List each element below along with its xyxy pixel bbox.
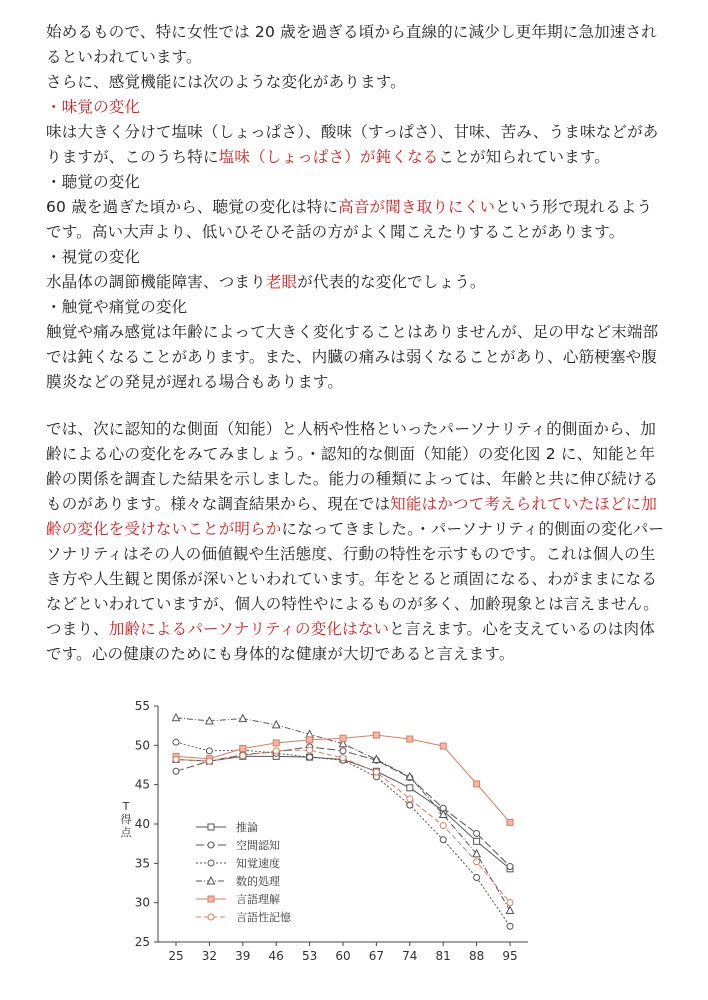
data-point [206,748,212,754]
data-point [273,721,280,728]
data-point [173,739,179,745]
data-point [307,737,313,743]
taste-paragraph [46,120,666,170]
data-point [273,740,279,746]
x-tick-label: 25 [168,949,184,963]
vision-highlight: 老眼 [265,273,298,291]
legend-item [196,838,280,852]
series-1 [173,753,513,871]
data-point [507,900,513,906]
x-tick-label: 67 [368,949,385,963]
data-point [507,819,513,825]
data-point [474,781,480,787]
intro-paragraph: 始めるもので、特に女性では 20 歳を過ぎる頃から直線的に減少し更年期に急加速されるといわれています。 [46,23,657,66]
legend-label: 空間認知 [236,839,280,852]
legend-marker [208,824,214,830]
data-point [240,745,246,751]
taste-text: 味は大きく分けて塩味（しょっぱさ）、酸味（すっぱさ）、甘味、苦み、うま味などがありますが、このうち特に [46,123,659,166]
data-point [340,755,346,761]
chart-series [172,714,513,929]
legend-item [196,874,280,888]
taste-highlight: 塩味（しょっぱさ）が鈍くなる [218,148,439,166]
chart-legend [196,820,292,924]
vision-text-end: が代表的な変化でしょう。 [297,273,486,291]
y-tick-label: 35 [134,856,150,871]
data-point [474,859,480,865]
data-point [340,748,346,754]
y-axis-label-char: T [122,800,130,813]
data-point [239,715,246,722]
data-point [407,796,413,802]
data-point [440,823,446,829]
line-chart [118,694,538,966]
data-point [340,735,346,741]
y-axis-label [121,800,133,839]
data-point [474,874,480,880]
series-6 [173,747,513,906]
hearing-highlight: 高音が聞き取りにくい [338,198,496,216]
y-tick-label: 50 [134,738,150,753]
data-point [373,769,379,775]
data-point [240,753,246,759]
data-point [507,923,513,929]
x-tick-label: 46 [268,949,284,963]
vision-text: 水晶体の調節機能障害、つまり [46,273,266,291]
x-tick-label: 95 [502,949,518,963]
y-axis-label-char: 点 [120,826,132,839]
y-tick-label: 45 [134,777,150,792]
series-line [176,756,510,868]
legend-item [196,910,292,924]
data-point [407,802,413,808]
taste-heading: ・味覚の変化 [46,98,141,116]
data-point [407,736,413,742]
mind-highlight-2: 加齢によるパーソナリティの変化はない [108,620,390,638]
hearing-text: 60 歳を過ぎた頃から、聴覚の変化は特に [46,198,339,216]
legend-item [196,820,258,834]
taste-text-end: ことが知られています。 [438,148,610,166]
y-tick-label: 55 [134,699,150,713]
mind-highlight-1: 知能はかつて考えられていたほどに加齢の変化を受けないことが明らか [46,495,658,538]
vision-paragraph [46,270,666,295]
y-axis-label-char: 得 [120,813,132,826]
x-tick-label: 53 [301,949,318,963]
legend-label: 推論 [236,821,258,834]
x-tick-label: 39 [235,949,251,963]
legend-label: 知覚速度 [236,857,280,870]
legend-item [196,856,280,870]
data-point [440,837,446,843]
x-tick-label: 88 [468,949,485,963]
data-point [373,732,379,738]
data-point [173,768,179,774]
x-tick-label: 74 [402,949,418,963]
series-4 [172,714,513,914]
data-point [307,754,313,760]
data-point [440,743,446,749]
touch-heading: ・触覚や痛覚の変化 [46,298,188,316]
legend-item [196,892,280,906]
data-point [474,838,480,844]
data-point [273,748,279,754]
mind-text-3: と言えます。心を支えているのは肉体です。心の健康のためにも身体的な健康が大切であると言えます。 [46,620,655,663]
x-tick-label: 32 [201,949,218,963]
mind-paragraph [46,417,666,667]
hearing-heading: ・聴覚の変化 [46,173,141,191]
hearing-text-end: という形で現れるようです。高い大声より、低いひそひそ話の方がよく聞こえたりすることがあります。 [46,198,653,241]
mind-text-1: では、次に認知的な側面（知能）と人柄や性格といったパーソナリティ的側面から、加齢による心の変化をみてみましょう。・認知的な側面（知能）の変化図 2 に、知能と年齢の関係を調査した結果を示しました。能力の種類によっては、年齢と共に伸び続けるものがあります。様々な調査結果から、現在では [46,420,659,513]
legend-label: 言語性記憶 [236,911,291,924]
data-point [172,714,179,721]
data-point [173,756,179,762]
legend-marker [208,896,214,902]
mind-text-2: になってきました。・パーソナリティ的側面の変化パーソナリティはその人の価値観や生活態度、行動の特性を示すものです。これは個人の生き方や人生観と関係が深いといわれています。年をとると頑固になる、わがままになるなどといわれていますが、個人の特性やによるものが多く、加齢現象とは言えません。つまり、 [46,520,665,638]
data-point [307,747,313,753]
legend-marker [208,860,214,866]
paragraph-gap [46,395,666,417]
x-tick-label: 81 [435,949,451,963]
data-point [474,830,480,836]
legend-label: 数的処理 [236,875,280,888]
hearing-paragraph [46,195,666,245]
y-tick-label: 25 [134,935,150,949]
legend-marker [208,914,214,920]
data-point [407,785,413,791]
lead-sentence: さらに、感覚機能には次のような変化があります。 [46,73,406,91]
touch-paragraph: 触覚や痛み感覚は年齢によって大きく変化することはありませんが、足の甲など末端部では鈍くなることがあります。また、内臓の痛みは弱くなることがあり、心筋梗塞や腹膜炎などの発見が遅れる場合もあります。 [46,323,659,391]
document-body [46,20,666,667]
x-tick-label: 60 [335,949,351,963]
legend-label: 言語理解 [236,893,280,906]
data-point [506,907,513,914]
y-tick-label: 40 [134,817,150,831]
y-tick-label: 30 [134,895,150,910]
data-point [206,758,212,764]
data-point [507,863,513,869]
vision-heading: ・視覚の変化 [46,248,141,266]
intelligence-age-chart [118,694,538,970]
legend-marker [208,842,214,848]
